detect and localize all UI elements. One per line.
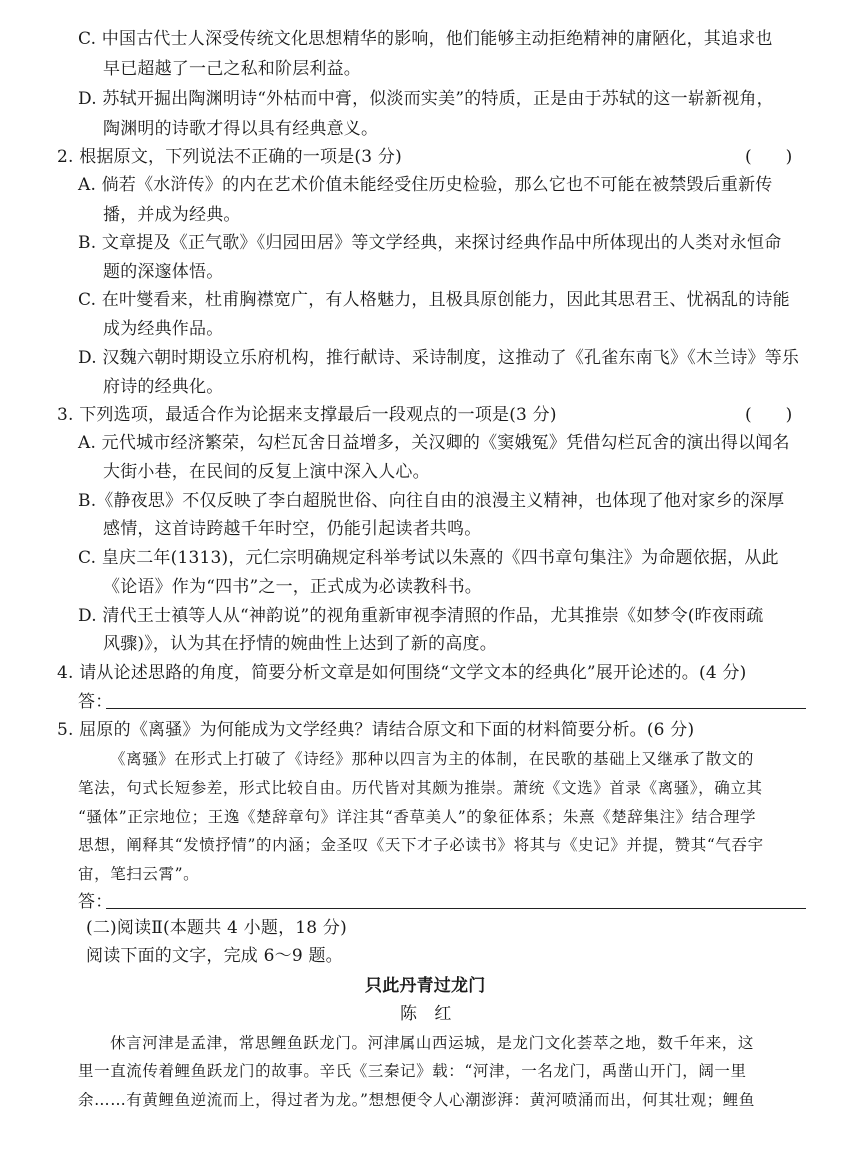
- article-author: 陈 红: [400, 1004, 452, 1024]
- q2-option-a-line1: A. 倘若《水浒传》的内在艺术价值未能经受住历史检验，那么它也不可能在被禁毁后重新传: [78, 175, 773, 195]
- q2-option-a-line2: 播，并成为经典。: [103, 205, 241, 225]
- q3-option-c-line1: C. 皇庆二年(1313)，元仁宗明确规定科举考试以朱熹的《四书章句集注》为命题依据，从此: [78, 548, 779, 568]
- q3-option-b-line2: 感情，这首诗跨越千年时空，仍能引起读者共鸣。: [103, 519, 482, 539]
- q2-option-d-line2: 府诗的经典化。: [103, 377, 224, 397]
- question-3-stem: 3. 下列选项，最适合作为论据来支撑最后一段观点的一项是(3 分): [57, 405, 557, 425]
- q1-option-c-line2: 早已超越了一己之私和阶层利益。: [103, 59, 361, 79]
- q1-option-d-line1: D. 苏轼开掘出陶渊明诗“外枯而中膏，似淡而实美”的特质，正是由于苏轼的这一崭新视角，: [78, 89, 774, 109]
- answer-5-label: 答：: [78, 892, 113, 912]
- question-2-answer-bracket: ( ): [745, 147, 793, 167]
- article-paragraph-line-1: 休言河津是孟津，常思鲤鱼跃龙门。河津属山西运城，是龙门文化荟萃之地，数千年来，这: [110, 1034, 755, 1052]
- q3-option-a-line2: 大街小巷，在民间的反复上演中深入人心。: [103, 462, 430, 482]
- article-paragraph-line-3: 余……有黄鲤鱼逆流而上，得过者为龙。”想想便令人心潮澎湃：黄河喷涌而出，何其壮观；鲤鱼: [78, 1091, 755, 1109]
- section-2-instruction: 阅读下面的文字，完成 6～9 题。: [86, 946, 343, 966]
- answer-5-line[interactable]: [106, 908, 806, 909]
- q1-option-d-line2: 陶渊明的诗歌才得以具有经典意义。: [103, 119, 379, 139]
- material-line-1: 《离骚》在形式上打破了《诗经》那种以四言为主的体制，在民歌的基础上又继承了散文的: [110, 750, 755, 768]
- q3-option-b-line1: B.《静夜思》不仅反映了李白超脱世俗、向往自由的浪漫主义精神，也体现了他对家乡的深厚: [78, 491, 785, 511]
- q2-option-b-line2: 题的深邃体悟。: [103, 262, 224, 282]
- answer-4-line[interactable]: [106, 708, 806, 709]
- answer-4-label: 答：: [78, 692, 113, 712]
- q3-option-a-line1: A. 元代城市经济繁荣，勾栏瓦舍日益增多，关汉卿的《窦娥冤》凭借勾栏瓦舍的演出得以闻名: [78, 433, 790, 453]
- q2-option-d-line1: D. 汉魏六朝时期设立乐府机构，推行献诗、采诗制度，这推动了《孔雀东南飞》《木兰诗》等乐: [78, 348, 800, 368]
- section-2-heading: (二)阅读Ⅱ(本题共 4 小题，18 分): [86, 918, 347, 938]
- material-line-2: 笔法，句式长短参差，形式比较自由。历代皆对其颇为推崇。萧统《文选》首录《离骚》，确立其: [78, 779, 763, 797]
- q2-option-c-line2: 成为经典作品。: [103, 319, 224, 339]
- q3-option-d-line2: 风骤)》，认为其在抒情的婉曲性上达到了新的高度。: [103, 634, 497, 654]
- question-4-stem: 4. 请从论述思路的角度，简要分析文章是如何围绕“文学文本的经典化”展开论述的。(4 分): [57, 663, 747, 683]
- q3-option-c-line2: 《论语》作为“四书”之一，正式成为必读教科书。: [103, 577, 482, 597]
- q1-option-c-line1: C. 中国古代士人深受传统文化思想精华的影响，他们能够主动拒绝精神的庸陋化，其追求也: [78, 29, 773, 49]
- material-line-3: “骚体”正宗地位；王逸《楚辞章句》详注其“香草美人”的象征体系；朱熹《楚辞集注》结合理学: [78, 808, 757, 826]
- question-3-answer-bracket: ( ): [745, 405, 793, 425]
- material-line-4: 思想，阐释其“发愤抒情”的内涵；金圣叹《天下才子必读书》将其与《史记》并提，赞其“气吞宇: [78, 836, 764, 854]
- article-title: 只此丹青过龙门: [365, 976, 486, 996]
- material-line-5: 宙，笔扫云霄”。: [78, 865, 200, 883]
- q2-option-b-line1: B. 文章提及《正气歌》《归园田居》等文学经典，来探讨经典作品中所体现出的人类对永恒命: [78, 233, 782, 253]
- q2-option-c-line1: C. 在叶燮看来，杜甫胸襟宽广，有人格魅力，且极具原创能力，因此其思君王、忧祸乱的诗能: [78, 290, 790, 310]
- question-2-stem: 2. 根据原文，下列说法不正确的一项是(3 分): [57, 147, 402, 167]
- article-paragraph-line-2: 里一直流传着鲤鱼跃龙门的故事。辛氏《三秦记》载：“河津，一名龙门，禹凿山开门，阔一里: [78, 1062, 747, 1080]
- q3-option-d-line1: D. 清代王士禛等人从“神韵说”的视角重新审视李清照的作品，尤其推崇《如梦令(昨夜雨疏: [78, 606, 764, 626]
- question-5-stem: 5. 屈原的《离骚》为何能成为文学经典？请结合原文和下面的材料简要分析。(6 分): [57, 720, 695, 740]
